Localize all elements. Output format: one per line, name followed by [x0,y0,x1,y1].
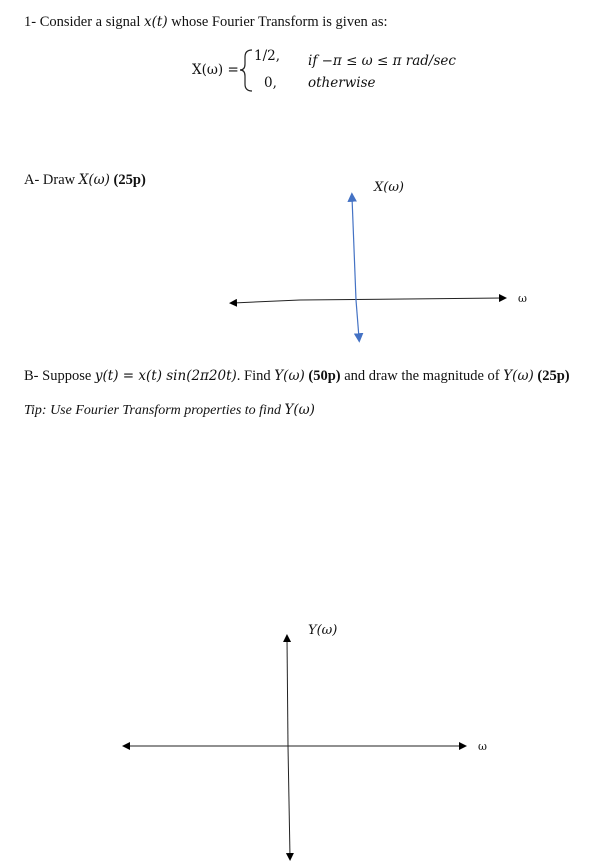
part-a-prefix: A- Draw [24,172,79,188]
case1-condition: if −π ≤ ω ≤ π rad/sec [308,53,456,69]
part-b-fn: Y(ω) [274,368,305,384]
graph-a-y-label: X(ω) [374,180,404,195]
case1-value: 1/2, [254,48,281,64]
graph-b-x-label: ω [478,740,487,753]
graph-b-y-label: Y(ω) [308,623,338,638]
part-b-expr: y(t) = x(t) sin(2π20t) [94,368,237,384]
case2-value: 0, [264,75,277,91]
part-b-points1: (50p) [308,368,341,384]
graph-a-x-axis [300,298,503,300]
graph-b-y-axis-up [287,638,288,746]
part-a-text [24,172,146,189]
question-suffix: whose Fourier Transform is given as: [167,14,388,30]
question-prefix: 1- Consider a signal [24,14,145,30]
signal-symbol: x(t) [144,14,168,30]
tip-fn: Y(ω) [284,402,315,418]
tip-body: Tip: Use Fourier Transform properties to find [24,403,285,418]
graph-a-x-label: ω [518,292,527,305]
equation-lhs: X(ω) = [192,62,239,78]
part-b-mid1: . Find [236,368,275,384]
case2-condition: otherwise [308,75,376,91]
part-a-points: (25p) [113,172,146,188]
graph-b-y-axis-down [288,746,290,857]
graph-a-x-axis-left [233,300,300,303]
question-text [24,14,388,31]
part-b-points2: (25p) [537,368,570,384]
tip-text [24,402,315,419]
part-a-fn: X(ω) [78,172,110,188]
graph-a-y-axis-up [352,197,356,300]
part-b-fn2: Y(ω) [503,368,534,384]
graph-a-y-axis-down [356,300,359,338]
part-b-text [24,368,570,385]
part-b-prefix: B- Suppose [24,368,95,384]
part-b-mid2: and draw the magnitude of [340,368,504,384]
